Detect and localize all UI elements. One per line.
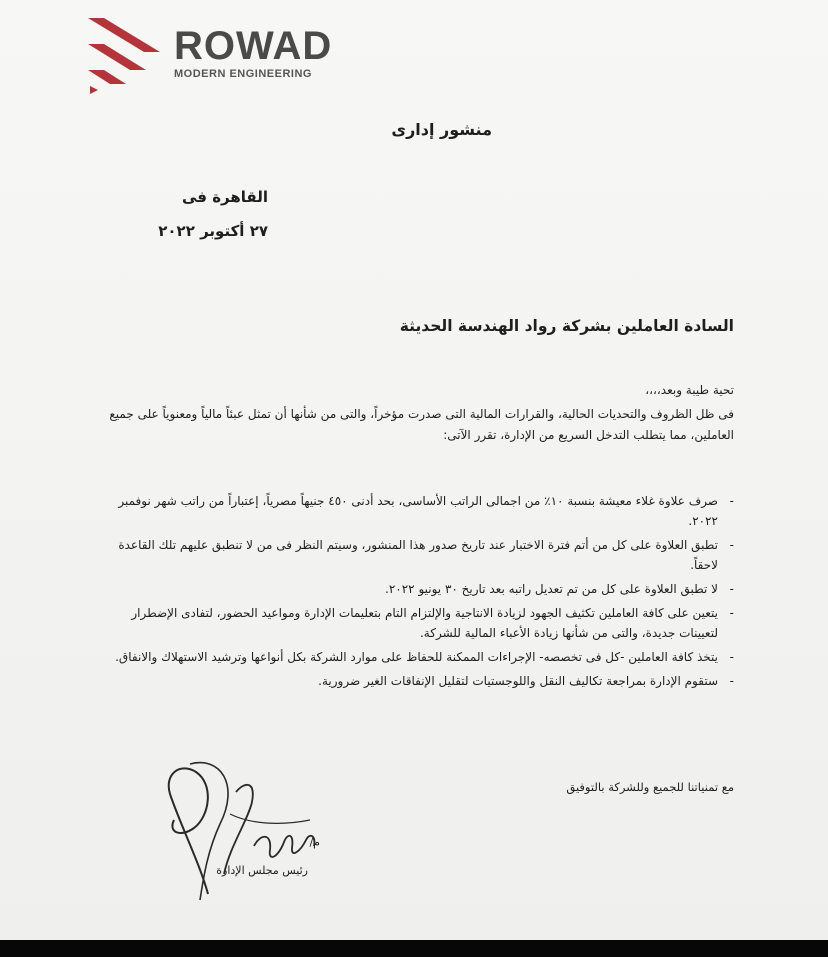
greeting: تحية طيبة وبعد،،،،	[645, 383, 734, 397]
list-item: - تطبق العلاوة على كل من أتم فترة الاختبار عند تاريخ صدور هذا المنشور، وسيتم النظر فى من لا تنطبق عليهم تلك القاعدة لاحقاً.	[94, 535, 734, 575]
rowad-logo-mark	[84, 14, 164, 98]
addressee: السادة العاملين بشركة رواد الهندسة الحديثة	[399, 317, 734, 335]
company-name: ROWAD	[174, 24, 333, 68]
logo-stripe-bottom	[88, 70, 126, 84]
list-item: - يتخذ كافة العاملين -كل فى تخصصه- الإجراءات الممكنة للحفاظ على موارد الشركة بكل أنواعها وترشيد الاستهلاك والانفاق.	[94, 647, 734, 667]
decision-list	[94, 491, 734, 695]
list-item: - لا تطبق العلاوة على كل من تم تعديل راتبه بعد تاريخ ٣٠ يونيو ٢٠٢٢.	[94, 579, 734, 599]
closing-line: مع تمنياتنا للجميع وللشركة بالتوفيق	[566, 780, 734, 794]
signatory-title: رئيس مجلس الإدارة	[216, 864, 308, 877]
screen-bottom-bar	[0, 940, 828, 957]
list-item: - يتعين على كافة العاملين تكثيف الجهود لزيادة الانتاجية والإلتزام التام بتعليمات الإدارة ومواعيد الحضور، لتفادى الإضطرار لتعيينات جديدة، والتى من شأنها زيادة الأعباء المالية للشركة.	[94, 603, 734, 643]
document-title: منشور إدارى	[391, 120, 492, 139]
company-subtitle: MODERN ENGINEERING	[174, 68, 312, 80]
intro-paragraph: فى ظل الظروف والتحديات الحالية، والقرارات المالية التى صدرت مؤخراً، والتى من شأنها أن تمثل عبئاً مالياً ومعنوياً على جميع العاملين، مما يتطلب التدخل السريع من الإدارة، تقرر الآتى:	[109, 407, 734, 442]
handwritten-signature	[160, 754, 350, 904]
list-item: - صرف علاوة غلاء معيشة بنسبة ١٠٪ من اجمالى الراتب الأساسى، بحد أدنى ٤٥٠ جنيهاً مصرياً، إعتباراً من راتب شهر نوفمبر ٢٠٢٢.	[94, 491, 734, 531]
logo-corner-mark	[90, 86, 98, 94]
document-city: القاهرة فى	[181, 188, 268, 206]
signatory-name: م/	[309, 836, 320, 849]
list-item: - ستقوم الإدارة بمراجعة تكاليف النقل واللوجستيات لتقليل الإنفاقات الغير ضرورية.	[94, 671, 734, 691]
document-date: ٢٧ أكتوبر ٢٠٢٢	[158, 222, 268, 240]
